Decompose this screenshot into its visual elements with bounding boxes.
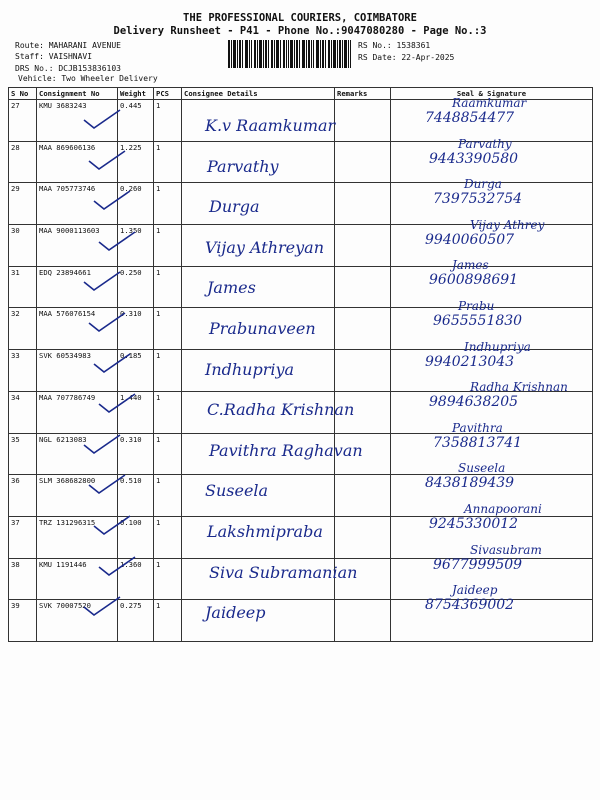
remarks-cell (335, 350, 391, 392)
consignee-details-cell (182, 183, 335, 225)
runsheet-table (8, 87, 593, 642)
signature-cell (391, 266, 593, 308)
rs-date: RS Date: 22-Apr-2025 (358, 53, 455, 62)
pcs-cell: 1 (154, 475, 182, 517)
handwritten-signature: Pavithra (452, 420, 503, 435)
handwritten-signature: Sivasubram (470, 542, 542, 557)
pcs-cell: 1 (154, 600, 182, 642)
remarks-cell (335, 225, 391, 267)
col-sno-header: S No (9, 88, 37, 100)
consignment-no-cell: KMU 3683243 (37, 100, 118, 142)
consignment-no-cell: KMU 1191446 (37, 558, 118, 600)
handwritten-signature: Indhupriya (464, 339, 531, 354)
sno-cell: 27 (9, 100, 37, 142)
table-row (9, 141, 593, 183)
handwritten-signature: Jaideep (452, 583, 498, 598)
remarks-cell (335, 183, 391, 225)
barcode (228, 40, 351, 68)
consignee-details-cell (182, 391, 335, 433)
handwritten-consignee-name: C.Radha Krishnan (207, 400, 355, 420)
handwritten-phone: 9940060507 (425, 231, 515, 248)
rs-number: RS No.: 1538361 (358, 41, 431, 50)
pcs-cell: 1 (154, 558, 182, 600)
pcs-cell: 1 (154, 266, 182, 308)
signature-cell (391, 558, 593, 600)
weight-cell: 1.225 (118, 141, 154, 183)
weight-cell: 0.510 (118, 475, 154, 517)
pcs-cell: 1 (154, 391, 182, 433)
handwritten-consignee-name: Lakshmipraba (207, 522, 323, 541)
handwritten-phone: 7448854477 (425, 110, 515, 126)
handwritten-phone: 9655551830 (433, 313, 523, 329)
handwritten-signature: Prabu (458, 299, 495, 313)
consignment-no-cell: MAA 869606136 (37, 141, 118, 183)
handwritten-signature: Annapoorani (464, 502, 542, 516)
consignee-details-cell (182, 308, 335, 350)
consignment-no-cell: MAA 707786749 (37, 391, 118, 433)
weight-cell: 0.260 (118, 183, 154, 225)
handwritten-consignee-name: Vijay Athreyan (205, 237, 325, 257)
sno-cell: 32 (9, 308, 37, 350)
pcs-cell: 1 (154, 225, 182, 267)
table-row (9, 600, 593, 642)
signature-cell (391, 475, 593, 517)
vehicle-label: Vehicle: Two Wheeler Delivery (18, 74, 158, 83)
route-label: Route: MAHARANI AVENUE (15, 41, 121, 50)
consignee-details-cell (182, 225, 335, 267)
table-header-row (9, 88, 593, 100)
signature-cell (391, 308, 593, 350)
consignee-details-cell (182, 516, 335, 558)
weight-cell: 1.360 (118, 558, 154, 600)
col-weight-header: Weight (118, 88, 154, 100)
handwritten-consignee-name: Durga (209, 197, 260, 217)
table-row (9, 475, 593, 517)
signature-cell (391, 391, 593, 433)
consignment-no-cell: SVK 60534983 (37, 350, 118, 392)
signature-cell (391, 183, 593, 225)
handwritten-phone: 7397532754 (433, 191, 523, 208)
handwritten-phone: 9677999509 (433, 556, 523, 573)
handwritten-signature: Raamkumar (452, 96, 527, 110)
consignment-no-cell: NGL 6213083 (37, 433, 118, 475)
handwritten-signature: Parvathy (458, 136, 512, 151)
pcs-cell: 1 (154, 433, 182, 475)
pcs-cell: 1 (154, 350, 182, 392)
table-row (9, 225, 593, 267)
sno-cell: 38 (9, 558, 37, 600)
consignment-no-cell: MAA 705773746 (37, 183, 118, 225)
handwritten-consignee-name: Suseela (205, 481, 269, 501)
table-row (9, 350, 593, 392)
weight-cell: 1.440 (118, 391, 154, 433)
consignment-no-cell: EDQ 23894661 (37, 266, 118, 308)
consignment-no-cell: MAA 576076154 (37, 308, 118, 350)
consignee-details-cell (182, 266, 335, 308)
handwritten-signature: Suseela (458, 461, 506, 476)
handwritten-phone: 9245330012 (429, 516, 519, 532)
table-row (9, 516, 593, 558)
handwritten-signature: James (452, 258, 489, 273)
handwritten-signature: Radha Krishnan (470, 380, 568, 395)
table-row (9, 558, 593, 600)
pcs-cell: 1 (154, 100, 182, 142)
weight-cell: 0.185 (118, 350, 154, 392)
handwritten-phone: 9600898691 (429, 272, 519, 289)
weight-cell: 0.275 (118, 600, 154, 642)
col-consignee-header: Consignee Details (182, 88, 335, 100)
consignment-no-cell: MAA 9000113603 (37, 225, 118, 267)
remarks-cell (335, 141, 391, 183)
remarks-cell (335, 475, 391, 517)
signature-cell (391, 100, 593, 142)
consignee-details-cell (182, 600, 335, 642)
col-pcs-header: PCS (154, 88, 182, 100)
remarks-cell (335, 266, 391, 308)
consignee-details-cell (182, 100, 335, 142)
remarks-cell (335, 558, 391, 600)
pcs-cell: 1 (154, 516, 182, 558)
consignment-no-cell: SLM 368682800 (37, 475, 118, 517)
remarks-cell (335, 516, 391, 558)
pcs-cell: 1 (154, 308, 182, 350)
handwritten-consignee-name: Indhupriya (205, 359, 295, 379)
pcs-cell: 1 (154, 141, 182, 183)
weight-cell: 0.100 (118, 516, 154, 558)
handwritten-phone: 9894638205 (429, 394, 519, 411)
pcs-cell: 1 (154, 183, 182, 225)
remarks-cell (335, 100, 391, 142)
table-row (9, 266, 593, 308)
handwritten-consignee-name: Prabunaveen (209, 319, 316, 338)
weight-cell: 0.250 (118, 266, 154, 308)
handwritten-signature: Durga (464, 177, 502, 192)
col-remarks-header: Remarks (335, 88, 391, 100)
signature-cell (391, 350, 593, 395)
handwritten-phone: 7358813741 (433, 434, 523, 451)
remarks-cell (335, 391, 391, 433)
remarks-cell (335, 600, 391, 642)
consignee-details-cell (182, 475, 335, 517)
weight-cell: 0.310 (118, 433, 154, 475)
remarks-cell (335, 308, 391, 350)
sno-cell: 28 (9, 141, 37, 183)
sno-cell: 33 (9, 350, 37, 392)
col-consignment-header: Consignment No (37, 88, 118, 100)
handwritten-consignee-name: Siva Subramanian (209, 562, 358, 582)
handwritten-consignee-name: James (207, 278, 256, 298)
sno-cell: 37 (9, 516, 37, 558)
consignee-details-cell (182, 558, 335, 600)
table-row (9, 391, 593, 433)
handwritten-phone: 9940213043 (425, 353, 515, 370)
consignment-no-cell: TRZ 131296315 (37, 516, 118, 558)
table-row (9, 308, 593, 350)
handwritten-phone: 8754369002 (425, 597, 515, 614)
table-row (9, 183, 593, 225)
handwritten-consignee-name: Parvathy (207, 156, 279, 176)
weight-cell: 0.310 (118, 308, 154, 350)
handwritten-consignee-name: K.v Raamkumar (205, 116, 336, 135)
signature-cell (391, 433, 593, 475)
signature-cell (391, 600, 593, 642)
weight-cell: 0.445 (118, 100, 154, 142)
table-row (9, 100, 593, 142)
signature-cell (391, 516, 593, 558)
consignee-details-cell (182, 433, 335, 475)
col-signature-header: Seal & Signature (391, 88, 593, 100)
staff-label: Staff: VAISHNAVI (15, 52, 93, 61)
consignee-details-cell (182, 141, 335, 183)
sno-cell: 36 (9, 475, 37, 517)
handwritten-signature: Vijay Athrey (470, 217, 545, 232)
runsheet-subtitle: Delivery Runsheet - P41 - Phone No.:9047080280 - Page No.:3 (113, 25, 487, 37)
consignee-details-cell (182, 350, 335, 392)
sno-cell: 39 (9, 600, 37, 642)
signature-cell (391, 225, 593, 267)
sno-cell: 35 (9, 433, 37, 475)
sno-cell: 31 (9, 266, 37, 308)
weight-cell: 1.350 (118, 225, 154, 267)
handwritten-phone: 8438189439 (425, 475, 515, 492)
sno-cell: 34 (9, 391, 37, 433)
page-title: THE PROFESSIONAL COURIERS, COIMBATORE (183, 12, 417, 24)
handwritten-phone: 9443390580 (429, 150, 519, 167)
remarks-cell (335, 433, 391, 475)
table-row (9, 433, 593, 475)
consignment-no-cell: SVK 70007520 (37, 600, 118, 642)
drs-label: DRS No.: DCJB153836103 (15, 64, 121, 73)
handwritten-consignee-name: Pavithra Raghavan (209, 440, 363, 460)
handwritten-consignee-name: Jaideep (205, 603, 266, 623)
sno-cell: 30 (9, 225, 37, 267)
signature-cell (391, 141, 593, 183)
sno-cell: 29 (9, 183, 37, 225)
